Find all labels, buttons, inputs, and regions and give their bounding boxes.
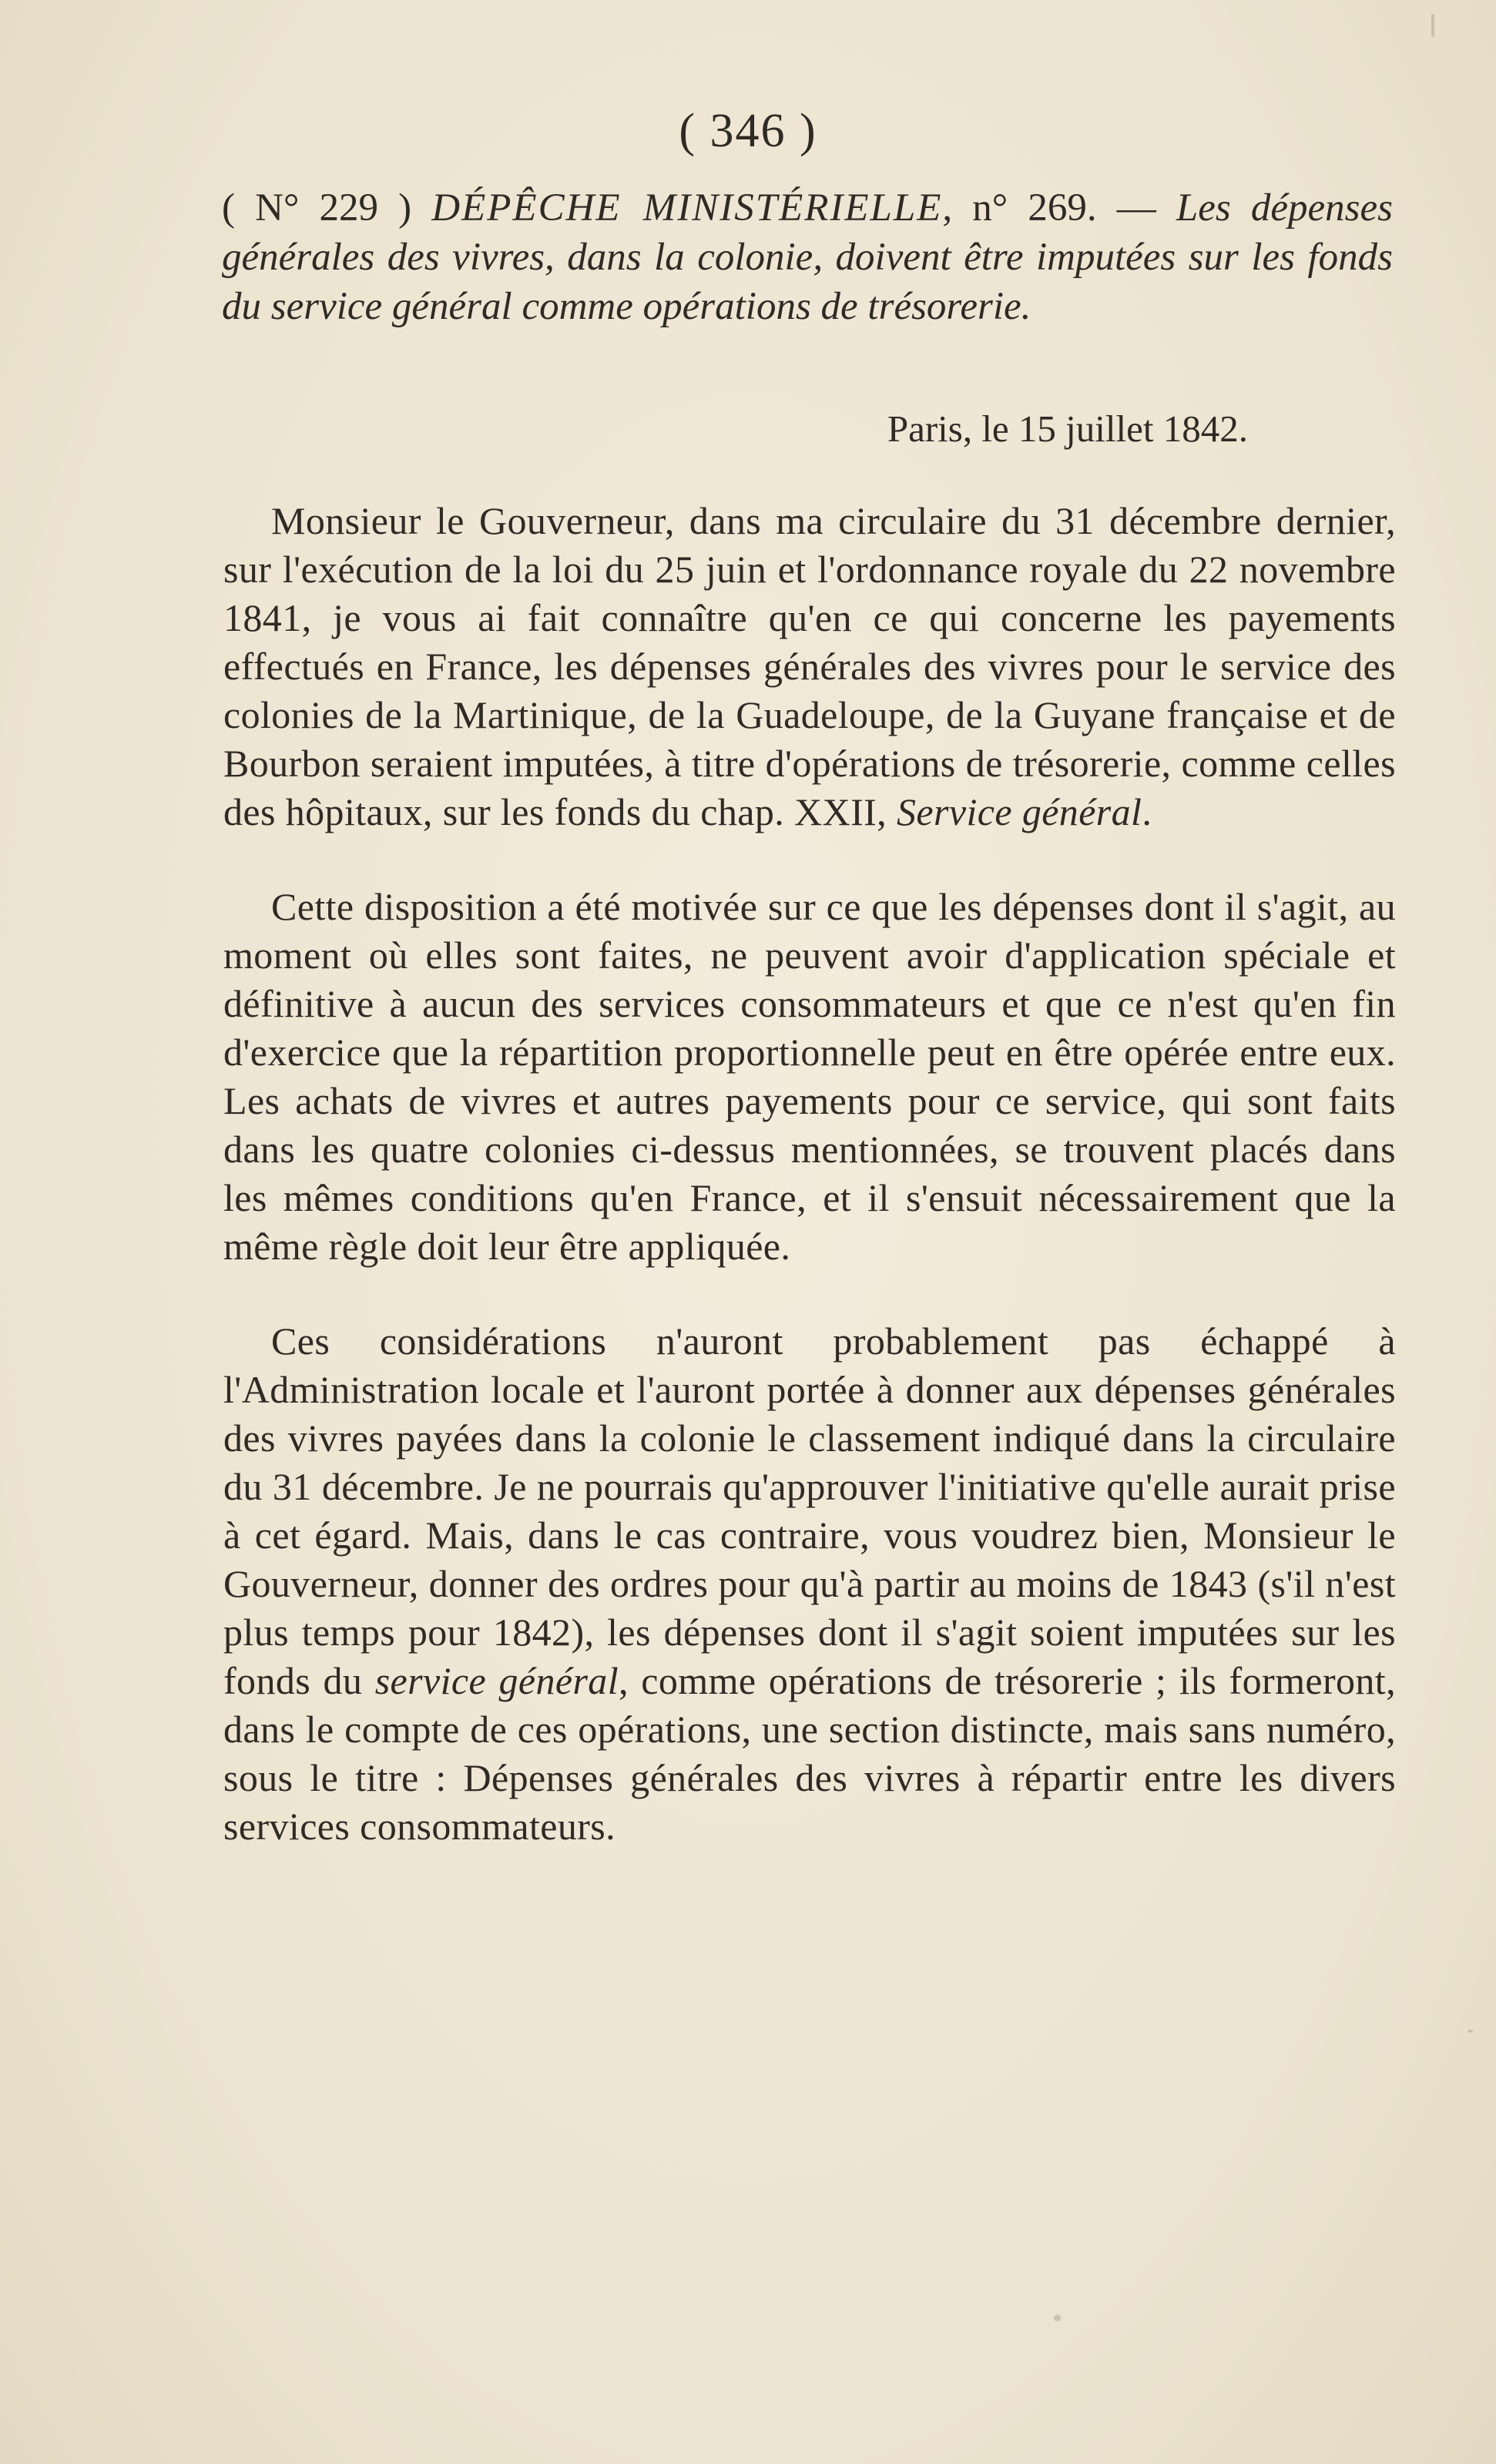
paragraph-1-italic: Service général <box>897 790 1142 833</box>
paper-spot <box>1054 2315 1061 2322</box>
dispatch-number: ( N° 229 ) <box>222 186 412 230</box>
paragraph-2-text: Cette disposition a été motivée sur ce que les dépenses dont il s'agit, au moment où elles sont faites, ne peuvent avoir d'application spéciale et définitive à aucun des services consommateurs et que ce n'est qu'en fin d'exercice que la répartition proportionnelle peut en être opérée entre eux. Les achats de vivres et autres payements pour ce service, qui sont faits dans les quatre colonies ci-dessus mentionnées, se trouvent placés dans les mêmes conditions qu'en France, et il s'ensuit nécessairement que la même règle doit leur être appliquée. <box>223 885 1396 1268</box>
paragraph-3-italic: service général <box>374 1659 619 1702</box>
paper-spot <box>1467 2030 1473 2033</box>
dispatch-reference: , n° 269. — <box>942 186 1176 230</box>
letter-body <box>223 497 1396 1851</box>
paragraph-3-text: Ces considérations n'auront probablement pas échappé à l'Administration locale et l'auront portée à donner aux dépenses générales des vivres payées dans la colonie le classement indiqué dans la circulaire du 31 décembre. Je ne pourrais qu'approuver l'initiative qu'elle aurait prise à cet égard. Mais, dans le cas contraire, vous voudrez bien, Monsieur le Gouverneur, donner des ordres pour qu'à partir au moins de 1843 (s'il n'est plus temps pour 1842), les dépenses dont il s'agit soient imputées sur les fonds du <box>223 1319 1396 1702</box>
page-number: ( 346 ) <box>679 105 817 157</box>
paper-spot <box>1431 14 1434 37</box>
dispatch-heading <box>222 183 1393 331</box>
dispatch-title: DÉPÊCHE MINISTÉRIELLE <box>431 186 943 230</box>
paragraph-2 <box>223 883 1396 1271</box>
paragraph-1 <box>223 497 1396 836</box>
paragraph-1-end: . <box>1142 790 1152 833</box>
paragraph-3-end: , comme opérations de trésorerie ; ils formeront, dans le compte de ces opérations, une section distincte, mais sans numéro, sous le titre : Dépenses générales des vivres à répartir entre les divers services consommateurs. <box>223 1659 1396 1848</box>
paragraph-3 <box>223 1317 1396 1851</box>
dispatch-summary: Les dépenses générales des vivres, dans la colonie, doivent être imputées sur les fonds du service général comme opérations de trésorerie. <box>222 186 1393 328</box>
paragraph-1-text: Monsieur le Gouverneur, dans ma circulaire du 31 décembre dernier, sur l'exécution de la loi du 25 juin et l'ordonnance royale du 22 novembre 1841, je vous ai fait connaître qu'en ce qui concerne les payements effectués en France, les dépenses générales des vivres pour le service des colonies de la Martinique, de la Guadeloupe, de la Guyane française et de Bourbon seraient imputées, à titre d'opérations de trésorerie, comme celles des hôpitaux, sur les fonds du chap. XXII, <box>223 499 1396 833</box>
dateline: Paris, le 15 juillet 1842. <box>887 407 1248 450</box>
